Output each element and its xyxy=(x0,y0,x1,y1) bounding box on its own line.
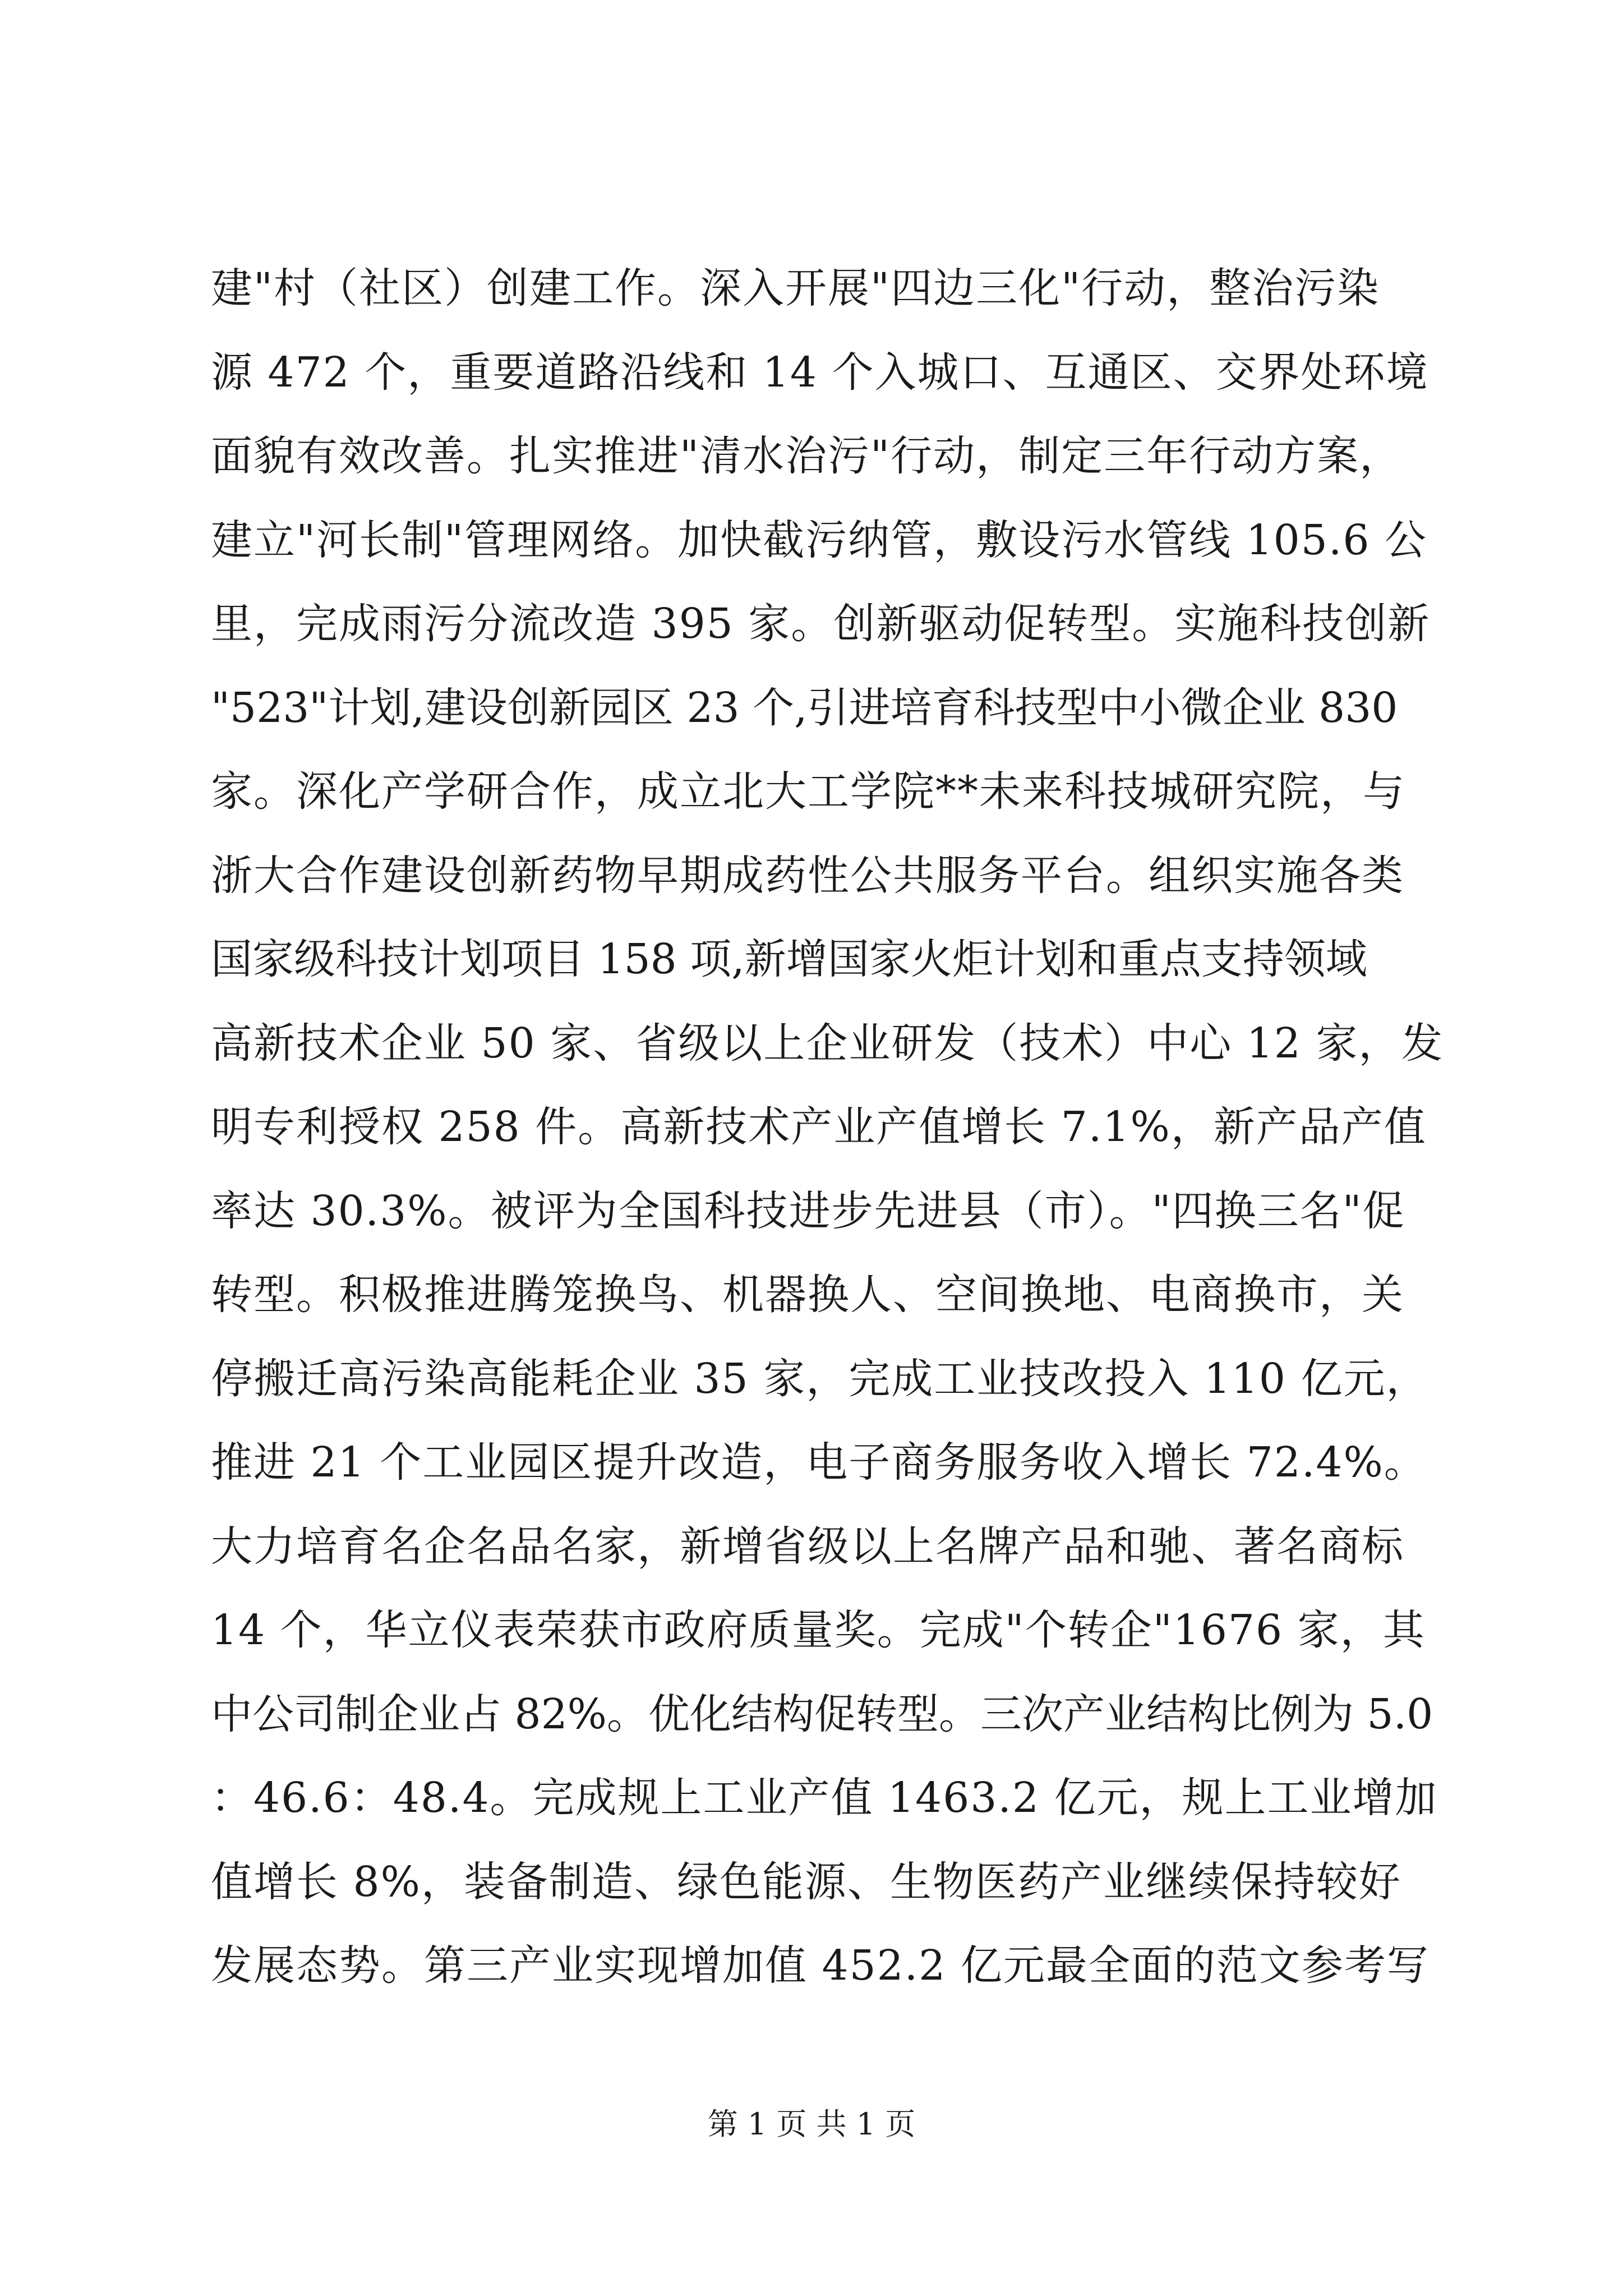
text-line: 浙大合作建设创新药物早期成药性公共服务平台。组织实施各类 xyxy=(211,851,1404,900)
text-line: 停搬迁高污染高能耗企业 35 家，完成工业技改投入 110 亿元， xyxy=(211,1354,1429,1403)
page-footer xyxy=(0,2105,1623,2144)
page-number: 第 1 页 共 1 页 xyxy=(707,2106,916,2142)
body-text xyxy=(211,247,1467,2008)
text-line: 率达 30.3%。被评为全国科技进步先进县（市）。"四换三名"促 xyxy=(211,1186,1405,1235)
text-line: 中公司制企业占 82%。优化结构促转型。三次产业结构比例为 5.0 xyxy=(211,1690,1433,1738)
text-line: 建立"河长制"管理网络。加快截污纳管，敷设污水管线 105.6 公 xyxy=(211,516,1427,564)
text-line: 发展态势。第三产业实现增加值 452.2 亿元最全面的范文参考写 xyxy=(211,1941,1430,1990)
text-line: ：46.6：48.4。完成规上工业产值 1463.2 亿元，规上工业增加 xyxy=(211,1774,1438,1822)
text-line: 里，完成雨污分流改造 395 家。创新驱动促转型。实施科技创新 xyxy=(211,600,1431,648)
text-line: 高新技术企业 50 家、省级以上企业研发（技术）中心 12 家，发 xyxy=(211,1019,1444,1068)
text-line: 大力培育名企名品名家，新增省级以上名牌产品和驰、著名商标 xyxy=(211,1522,1404,1571)
text-line: "523"计划,建设创新园区 23 个,引进培育科技型中小微企业 830 xyxy=(211,683,1398,732)
text-line: 转型。积极推进腾笼换鸟、机器换人、空间换地、电商换市，关 xyxy=(211,1271,1404,1319)
text-line: 建"村（社区）创建工作。深入开展"四边三化"行动，整治污染 xyxy=(211,264,1380,312)
text-line: 推进 21 个工业园区提升改造，电子商务服务收入增长 72.4%。 xyxy=(211,1438,1427,1487)
text-line: 值增长 8%，装备制造、绿色能源、生物医药产业继续保持较好 xyxy=(211,1857,1401,1906)
text-line: 国家级科技计划项目 158 项,新增国家火炬计划和重点支持领域 xyxy=(211,935,1367,983)
text-line: 家。深化产学研合作，成立北大工学院**未来科技城研究院，与 xyxy=(211,767,1405,816)
text-line: 面貌有效改善。扎实推进"清水治污"行动，制定三年行动方案， xyxy=(211,432,1403,480)
text-line: 明专利授权 258 件。高新技术产业产值增长 7.1%，新产品产值 xyxy=(211,1103,1427,1151)
text-line: 14 个，华立仪表荣获市政府质量奖。完成"个转企"1676 家，其 xyxy=(211,1606,1426,1654)
text-line: 源 472 个，重要道路沿线和 14 个入城口、互通区、交界处环境 xyxy=(211,348,1429,397)
